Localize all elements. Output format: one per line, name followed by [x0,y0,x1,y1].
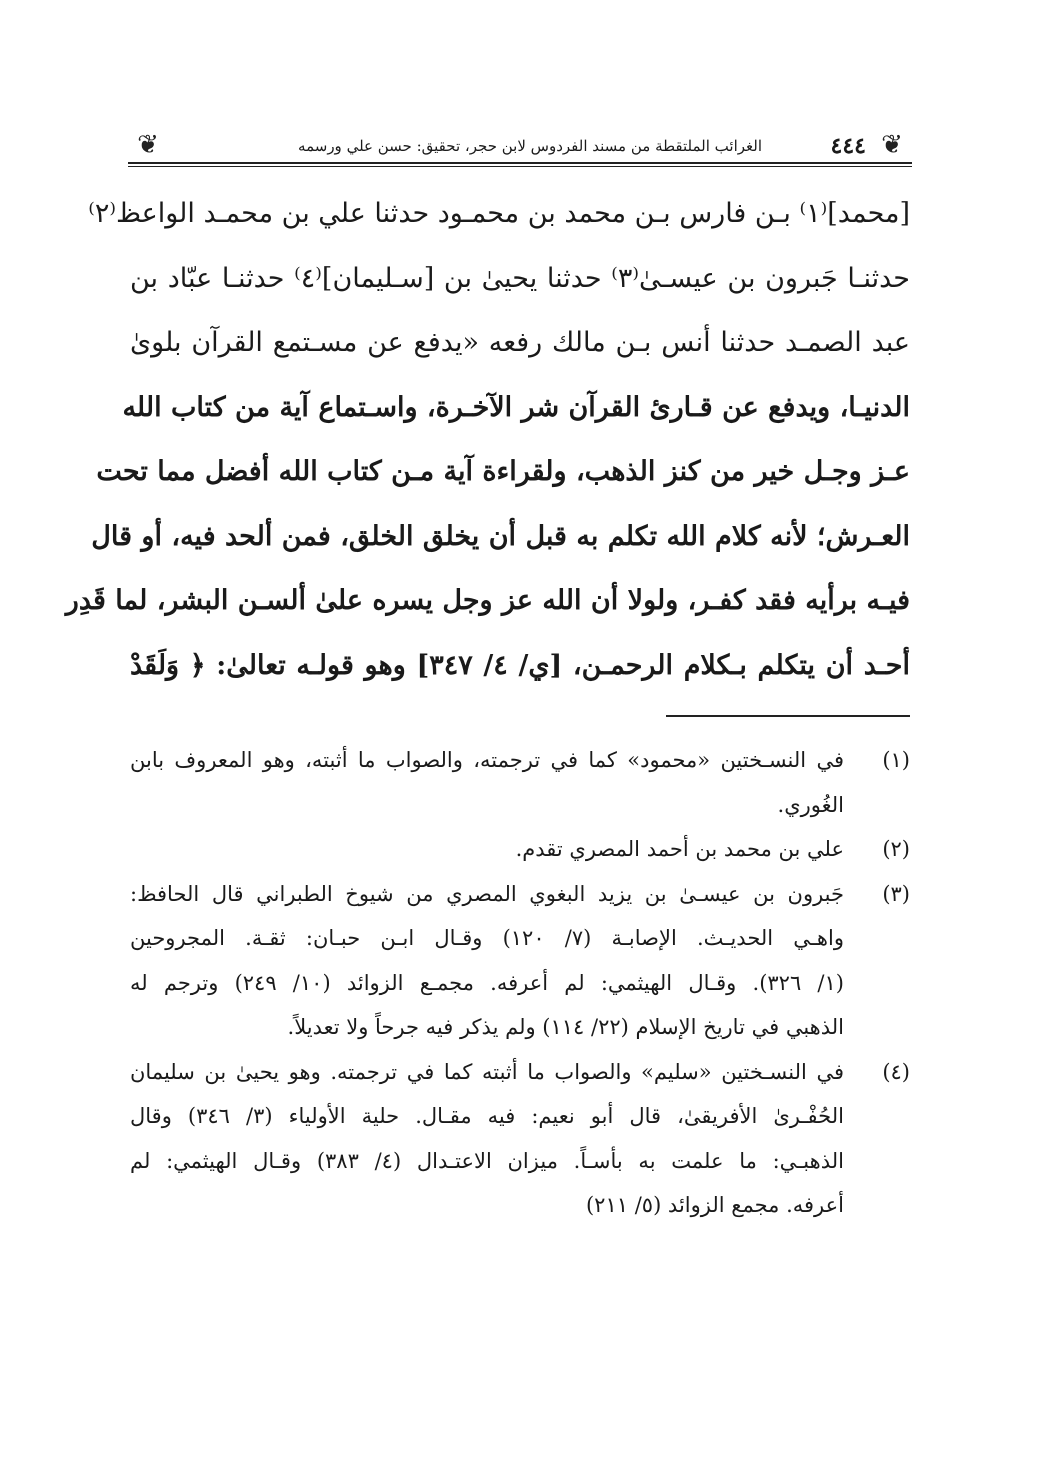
footnote-line: الغُوري. [777,792,844,817]
page-header [128,128,912,166]
footnotes [130,738,910,1228]
running-title: الغرائب الملتقطة من مسند الفردوس لابن حجر، تحقيق: حسن علي ورسمه [298,137,762,155]
footnote-line: الحُفْـرىٰ الأفريقىٰ، قال أبو نعيم: فيه مقـال. حلية الأولياء (٣/ ٣٤٦) وقال [130,1104,844,1128]
footnote-1 [130,738,910,827]
footnote-number: (٣) [882,881,910,906]
footnote-line: (١/ ٣٢٦). وقـال الهيثمي: لم أعرفه. مجمـع الزوائد (١٠/ ٢٤٩) وترجم له [130,970,844,995]
footnote-line: علي بن محمد بن أحمد المصري تقدم. [515,837,844,861]
footnote-4 [130,1050,910,1228]
footnote-line: واهـي الحديـث. الإصابـة (٧/ ١٢٠) وقـال ابـن حبـان: ثقـة. المجروحين [130,926,844,950]
footnote-line: في النسـختين «سليم» والصواب ما أثبته كما في ترجمته. وهو يحيىٰ بن سليمان [130,1059,844,1084]
footnote-line: جَبرون بن عيسـىٰ بن يزيد البغوي المصري من شيوخ الطبراني قال الحافظ: [130,881,844,906]
header-ornament-right-icon: ❦ [881,130,903,160]
page-number: ٤٤٤ [830,133,866,159]
main-text [65,182,910,698]
footnote-2 [130,827,910,872]
main-line: [محمد]⁽١⁾ بـن فارس بـن محمد بن محمـود حدثنا علي بن محمـد الواعظ⁽٢⁾ [88,198,910,229]
footnote-line: الذهبي في تاريخ الإسلام (٢٢/ ١١٤) ولم يذكر فيه جرحاً ولا تعديلاً. [287,1015,844,1039]
main-line: عـز وجـل خير من كنز الذهب، ولقراءة آية مـن كتاب الله أفضل مما تحت [96,456,910,487]
footnote-number: (١) [882,748,910,772]
header-ornament-left-icon: ❦ [137,130,159,160]
main-line: أحـد أن يتكلم بـكلام الرحمـن، [ي/ ٤/ ٣٤٧] وهو قولـه تعالىٰ: ﴿ وَلَقَدْ [130,649,910,681]
footnote-line: في النسـختين «محمود» كما في ترجمته، والصواب ما أثبته، وهو المعروف بابن [130,748,844,772]
footnote-separator [666,715,910,717]
footnote-number: (٢) [882,837,910,861]
footnote-line: أعرفه. مجمع الزوائد (٥/ ٢١١) [585,1193,844,1217]
footnote-3 [130,872,910,1050]
main-line: عبد الصمـد حدثنا أنس بـن مالك رفعه «يدفع عن مسـتمع القرآن بلوىٰ [130,327,910,358]
footnote-line: الذهبـي: ما علمت به بأسـاً. ميزان الاعتـدال (٤/ ٣٨٣) وقـال الهيثمي: لم [130,1148,844,1173]
main-line: العـرش؛ لأنه كلام الله تكلم به قبل أن يخلق الخلق، فمن ألحد فيه، أو قال [91,520,910,552]
main-line: فيـه برأيه فقد كفـر، ولولا أن الله عز وجل يسره علىٰ ألسـن البشر، لما قَدِر [65,585,910,616]
header-rule [128,162,912,164]
footnote-number: (٤) [882,1059,910,1084]
header-rule-thin [128,166,912,167]
main-line: حدثنـا جَبرون بن عيسـىٰ⁽٣⁾ حدثنا يحيىٰ بن [سـليمان]⁽٤⁾ حدثنـا عبّاد بن [130,262,910,294]
main-line: الدنيـا، ويدفع عن قـارئ القرآن شر الآخـرة، واسـتماع آية من كتاب الله [122,391,910,423]
